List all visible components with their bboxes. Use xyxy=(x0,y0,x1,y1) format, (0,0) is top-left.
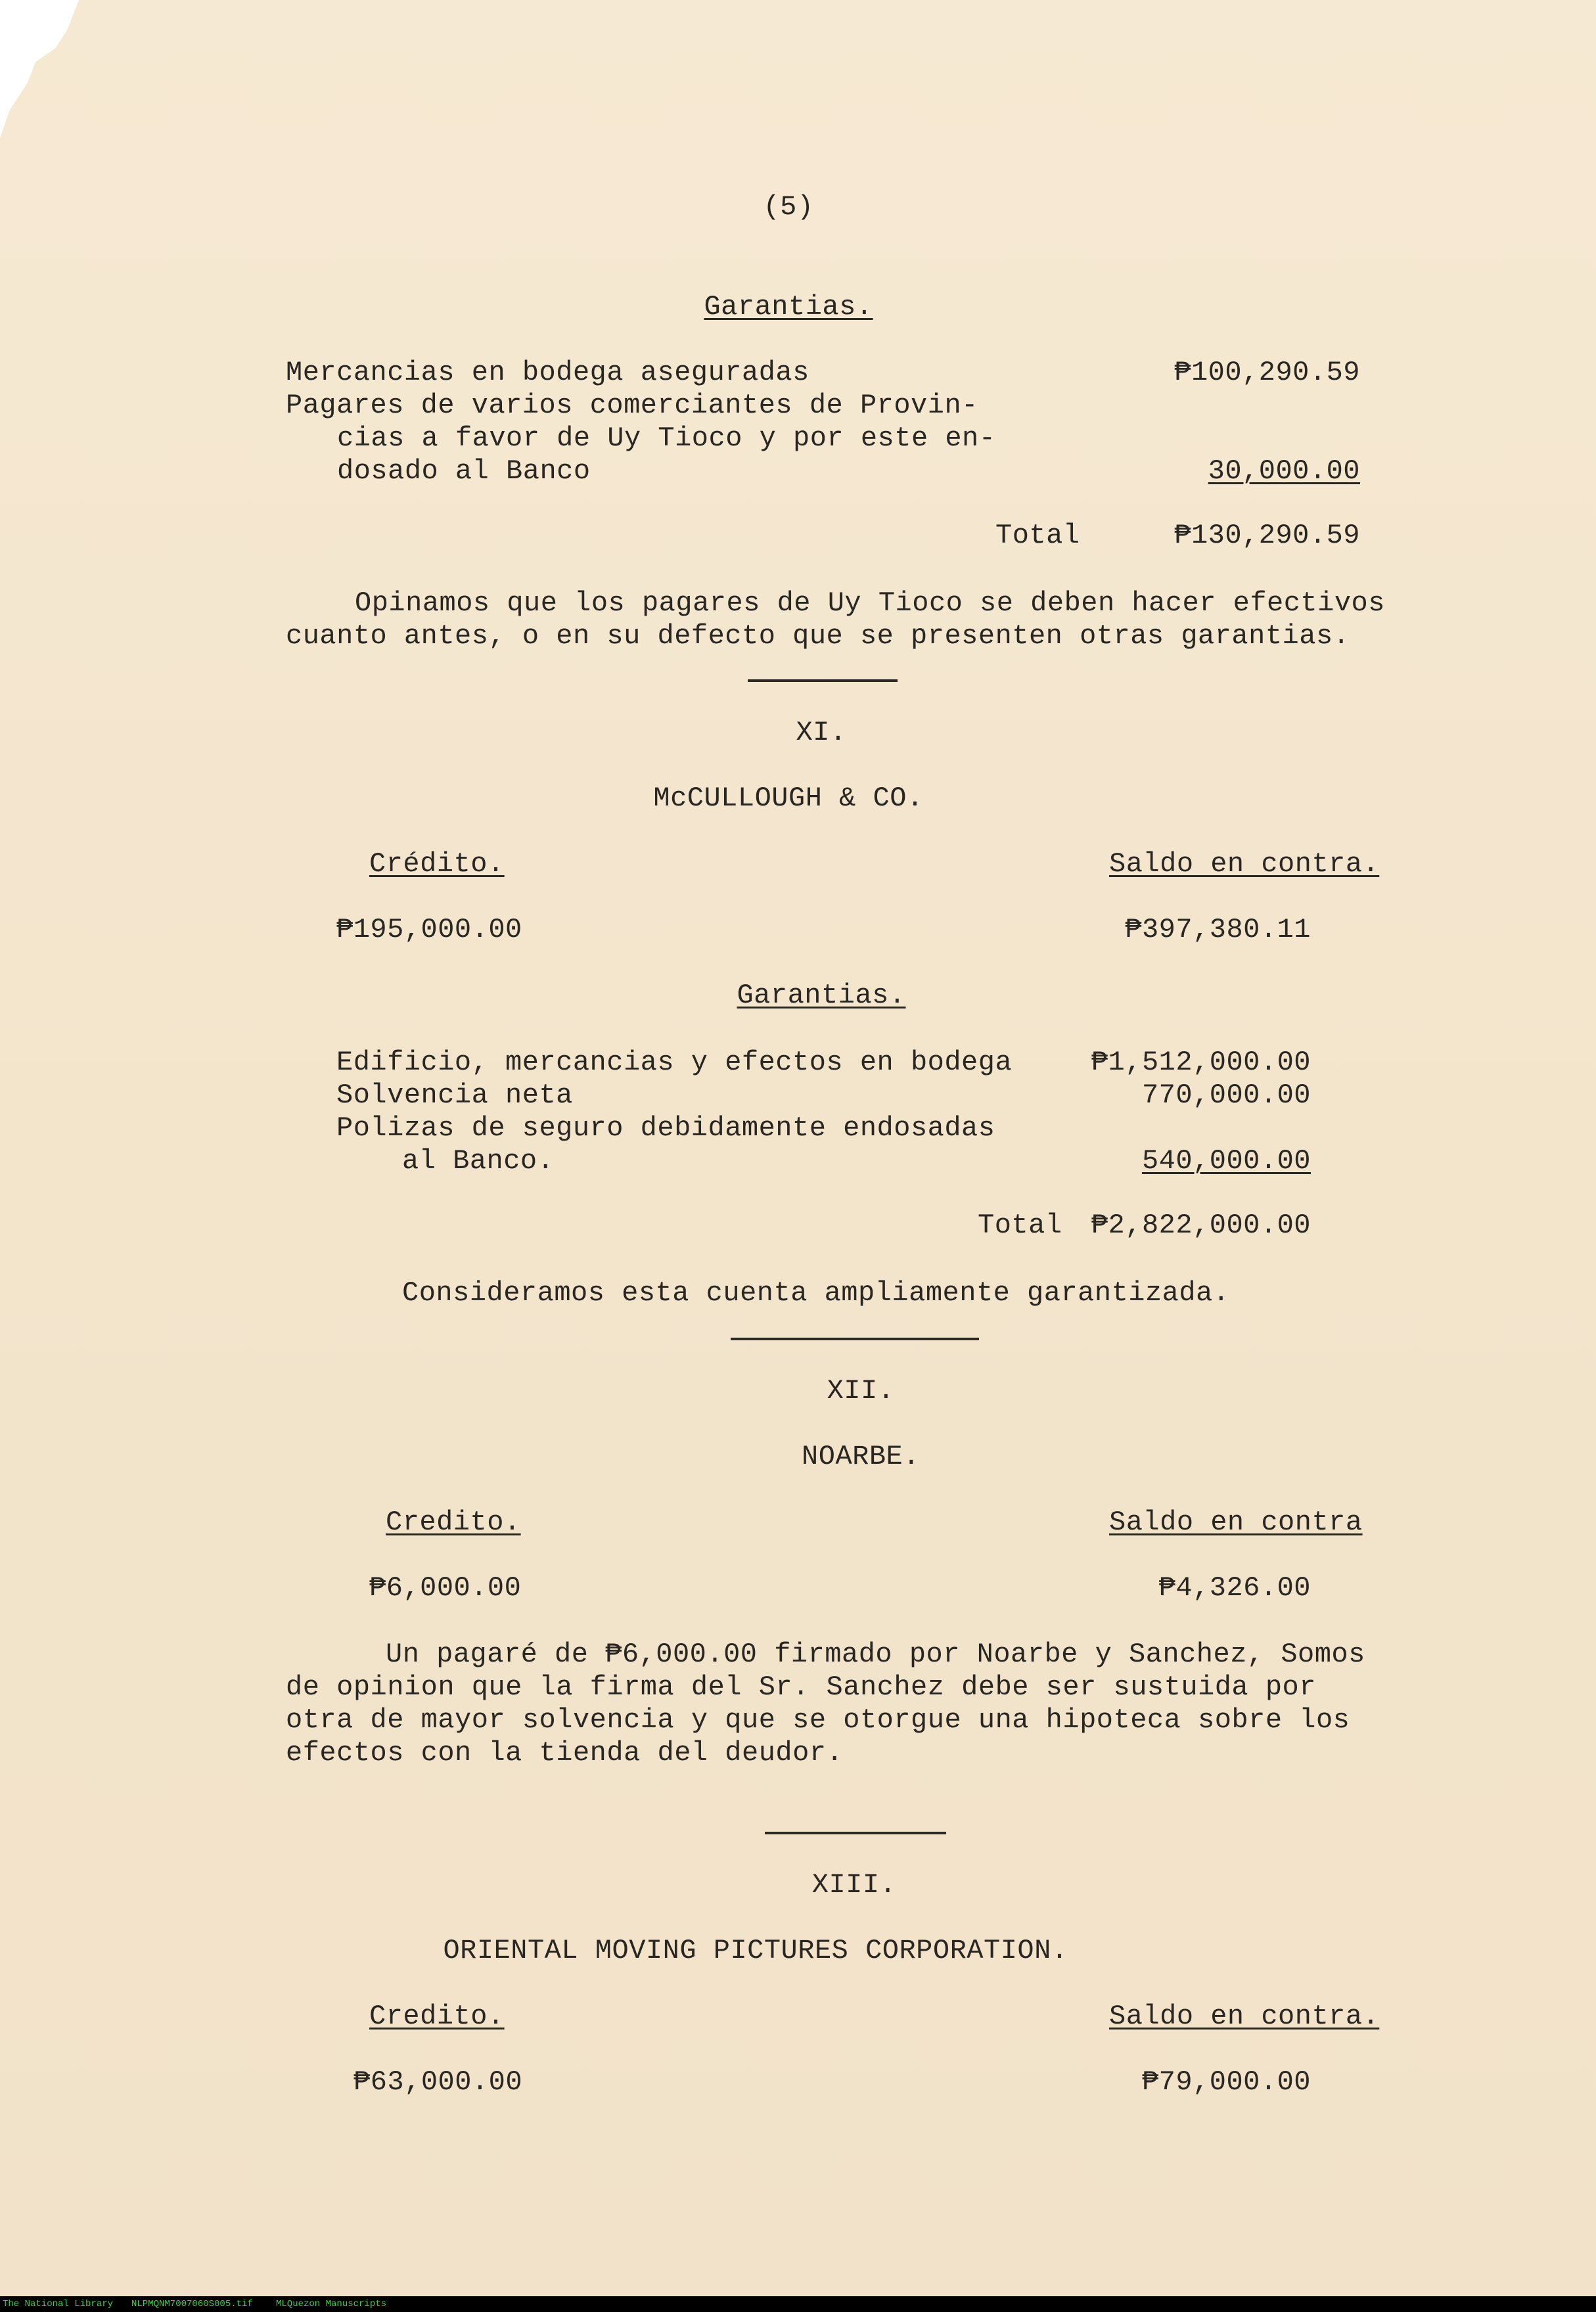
section-number: XII. xyxy=(827,1375,895,1407)
guarantee-line: Mercancias en bodega aseguradas xyxy=(286,357,809,388)
section-divider xyxy=(731,1338,979,1340)
credit-label: Crédito. xyxy=(369,848,505,880)
guarantee-line: dosado al Banco xyxy=(337,455,591,487)
garantias-heading-xi: Garantias. xyxy=(737,980,906,1011)
opinion-line: cuanto antes, o en su defecto que se presenten otras garantias. xyxy=(286,620,1350,652)
remark-line: de opinion que la firma del Sr. Sanchez debe ser sustuida por xyxy=(286,1671,1316,1703)
guarantee-line: Pagares de varios comerciantes de Provin- xyxy=(286,390,978,421)
guarantee-line: Solvencia neta xyxy=(336,1079,573,1111)
account-name: McCULLOUGH & CO. xyxy=(653,782,924,814)
guarantee-amount: ₱100,290.59 xyxy=(1174,357,1360,388)
page-number: (5) xyxy=(763,191,814,223)
total-amount: ₱130,290.59 xyxy=(1174,520,1360,551)
balance-label: Saldo en contra. xyxy=(1109,848,1380,880)
remark-line: efectos con la tienda del deudor. xyxy=(286,1737,844,1769)
remark: Consideramos esta cuenta ampliamente garantizada. xyxy=(402,1277,1230,1309)
remark-line: Un pagaré de ₱6,000.00 firmado por Noarbe y Sanchez, Somos xyxy=(386,1639,1365,1670)
balance-amount: ₱397,380.11 xyxy=(1125,914,1311,945)
garantias-heading-x: Garantias. xyxy=(704,291,873,323)
guarantee-amount: 770,000.00 xyxy=(1141,1079,1311,1111)
guarantee-amount: ₱1,512,000.00 xyxy=(1091,1047,1311,1078)
section-number: XIII. xyxy=(811,1869,897,1901)
guarantee-line: Polizas de seguro debidamente endosadas xyxy=(336,1112,995,1144)
section-number: XI. xyxy=(796,717,847,748)
footer-collection: MLQuezon Manuscripts xyxy=(276,2299,387,2309)
balance-label: Saldo en contra xyxy=(1109,1507,1363,1538)
guarantee-amount: 540,000.00 xyxy=(1141,1145,1311,1177)
guarantee-amount: 30,000.00 xyxy=(1208,455,1360,487)
guarantee-line: cias a favor de Uy Tioco y por este en- xyxy=(337,422,996,454)
total-label: Total xyxy=(978,1210,1062,1241)
credit-label: Credito. xyxy=(386,1507,521,1538)
section-divider xyxy=(765,1832,946,1834)
section-divider xyxy=(748,679,898,682)
credit-amount: ₱6,000.00 xyxy=(369,1572,522,1604)
total-amount: ₱2,822,000.00 xyxy=(1091,1210,1311,1241)
balance-label: Saldo en contra. xyxy=(1109,2001,1380,2032)
opinion-line: Opinamos que los pagares de Uy Tioco se deben hacer efectivos xyxy=(355,587,1385,619)
credit-amount: ₱195,000.00 xyxy=(336,914,522,945)
remark-line: otra de mayor solvencia y que se otorgue una hipoteca sobre los xyxy=(286,1704,1350,1736)
balance-amount: ₱79,000.00 xyxy=(1141,2066,1311,2098)
account-name: NOARBE. xyxy=(802,1441,920,1472)
scan-footer xyxy=(0,2296,1596,2312)
guarantee-line: Edificio, mercancias y efectos en bodega xyxy=(336,1047,1013,1078)
credit-amount: ₱63,000.00 xyxy=(353,2066,523,2098)
credit-label: Credito. xyxy=(369,2001,505,2032)
guarantee-line: al Banco. xyxy=(402,1145,555,1177)
balance-amount: ₱4,326.00 xyxy=(1158,1572,1311,1604)
account-name: ORIENTAL MOVING PICTURES CORPORATION. xyxy=(443,1935,1068,1966)
footer-file: NLPMQNM7007060S005.tif xyxy=(131,2299,253,2309)
footer-library: The National Library xyxy=(3,2299,114,2309)
total-label: Total xyxy=(995,520,1080,551)
